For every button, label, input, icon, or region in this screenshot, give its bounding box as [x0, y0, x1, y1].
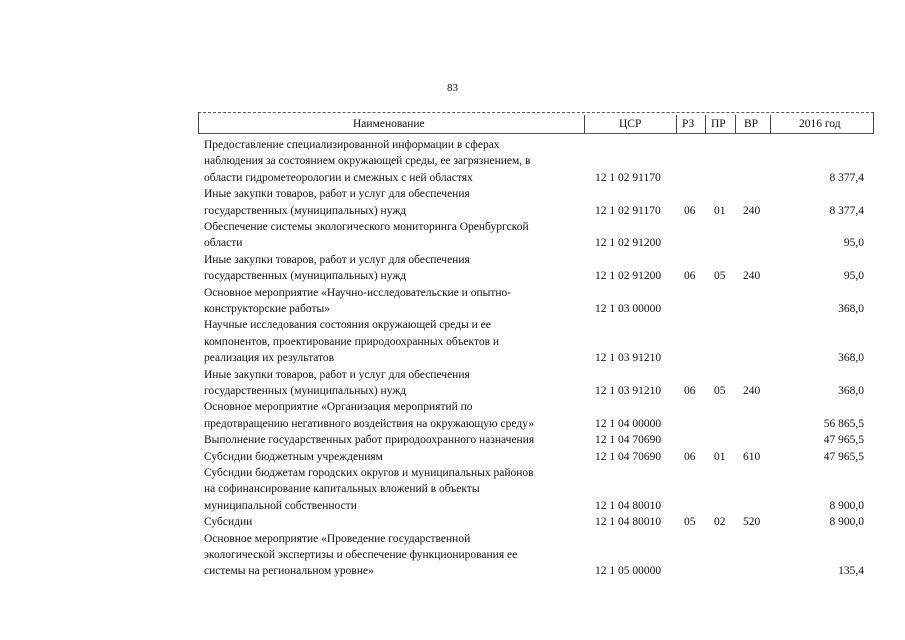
row-value: 95,0 — [843, 270, 864, 283]
row-vr: 240 — [743, 270, 761, 283]
row-rz: 06 — [684, 384, 696, 397]
row-value: 368,0 — [838, 384, 864, 397]
header-pr: ПР — [711, 118, 726, 130]
row-name — [204, 449, 584, 465]
row-vr: 610 — [743, 450, 761, 463]
table-row — [0, 531, 905, 580]
header-rz: РЗ — [682, 118, 695, 130]
header-name: Наименование — [353, 118, 425, 130]
table-row — [0, 137, 905, 186]
row-csr: 12 1 02 91200 — [595, 237, 662, 250]
row-name — [204, 531, 584, 580]
row-vr: 240 — [743, 384, 761, 397]
row-name-line: области — [204, 237, 243, 250]
row-name-line: экологической экспертизы и обеспечение функционирования ее — [204, 549, 518, 561]
row-csr: 12 1 03 00000 — [595, 302, 662, 315]
row-rz: 06 — [684, 270, 696, 283]
row-name-line: компонентов, проектирование природоохранных объектов и — [204, 335, 500, 348]
row-name-line: Обеспечение системы экологического мониторинга Оренбургской — [204, 221, 529, 233]
row-name-line: на софинансирование капитальных вложений в объекты — [204, 483, 480, 496]
row-value: 135,4 — [838, 565, 864, 578]
row-name — [204, 252, 584, 285]
header-year: 2016 год — [799, 118, 841, 130]
row-pr: 05 — [714, 270, 726, 283]
row-csr: 12 1 04 80010 — [595, 499, 662, 512]
table-row — [0, 432, 905, 448]
table-row — [0, 317, 905, 366]
row-pr: 01 — [714, 204, 726, 217]
table-row — [0, 252, 905, 285]
header-csr: ЦСР — [619, 118, 642, 130]
row-name-line: Субсидии бюджетным учреждениям — [204, 450, 383, 463]
row-csr: 12 1 05 00000 — [595, 565, 662, 578]
table-row — [0, 465, 905, 514]
row-name-line: Выполнение государственных работ природоохранного назначения — [204, 434, 535, 447]
row-csr: 12 1 02 91170 — [595, 204, 661, 217]
row-name — [204, 219, 584, 252]
row-name-line: конструкторские работы» — [204, 303, 330, 315]
row-name — [204, 285, 584, 318]
row-name-line: наблюдения за состоянием окружающей среды, ее загрязнением, в — [204, 155, 531, 168]
row-name-line: Субсидии бюджетам городских округов и муниципальных районов — [204, 467, 534, 479]
row-csr: 12 1 03 91210 — [595, 352, 662, 365]
row-vr: 520 — [743, 516, 761, 529]
row-csr: 12 1 04 70690 — [595, 434, 662, 447]
row-name-line: области гидрометеорологии и смежных с ней областях — [204, 171, 473, 184]
table-row — [0, 367, 905, 400]
row-csr: 12 1 04 80010 — [595, 516, 662, 529]
row-pr: 02 — [714, 516, 726, 529]
row-rz: 05 — [684, 516, 696, 529]
row-pr: 01 — [714, 450, 726, 463]
row-value: 368,0 — [838, 352, 864, 365]
row-name — [204, 137, 584, 186]
row-rz: 06 — [684, 450, 696, 463]
row-name — [204, 317, 584, 366]
row-name-line: реализация их результатов — [204, 352, 335, 365]
row-value: 47 965,5 — [823, 450, 864, 463]
row-value: 47 965,5 — [823, 434, 864, 447]
row-value: 8 900,0 — [829, 499, 864, 512]
row-name — [204, 399, 584, 432]
row-name-line: Основное мероприятие «Научно-исследовательские и опытно- — [204, 286, 512, 299]
row-csr: 12 1 04 00000 — [595, 417, 662, 430]
row-name — [204, 367, 584, 400]
row-rz: 06 — [684, 204, 696, 217]
table-row — [0, 514, 905, 530]
row-name-line: государственных (муниципальных) нужд — [204, 270, 407, 283]
row-name-line: Предоставление специализированной информации в сферах — [204, 139, 500, 151]
table-row — [0, 219, 905, 252]
row-name — [204, 432, 584, 448]
row-csr: 12 1 02 91200 — [595, 270, 662, 283]
row-value: 368,0 — [838, 302, 864, 315]
row-vr: 240 — [743, 204, 761, 217]
row-csr: 12 1 04 70690 — [595, 450, 662, 463]
row-name-line: предотвращению негативного воздействия на окружающую среду» — [204, 417, 534, 430]
header-vr: ВР — [744, 118, 759, 130]
row-name — [204, 514, 584, 530]
row-name-line: Основное мероприятие «Организация мероприятий по — [204, 401, 473, 414]
table-row — [0, 285, 905, 318]
row-name-line: Иные закупки товаров, работ и услуг для обеспечения — [204, 253, 470, 266]
row-value: 8 900,0 — [829, 516, 864, 529]
row-pr: 05 — [714, 384, 726, 397]
row-value: 8 377,4 — [829, 171, 864, 184]
row-csr: 12 1 03 91210 — [595, 384, 662, 397]
table-row — [0, 449, 905, 465]
row-name-line: Научные исследования состояния окружающей среды и ее — [204, 319, 491, 332]
row-name — [204, 465, 584, 514]
row-csr: 12 1 02 91170 — [595, 171, 661, 184]
row-name-line: Основное мероприятие «Проведение государственной — [204, 532, 471, 545]
page-number: 83 — [447, 82, 458, 94]
row-name-line: Субсидии — [204, 516, 253, 529]
row-name-line: Иные закупки товаров, работ и услуг для обеспечения — [204, 188, 470, 201]
row-name-line: муниципальной собственности — [204, 499, 357, 512]
row-value: 95,0 — [843, 237, 864, 250]
row-name — [204, 186, 584, 219]
row-value: 8 377,4 — [829, 204, 864, 217]
row-name-line: государственных (муниципальных) нужд — [204, 204, 407, 217]
row-name-line: Иные закупки товаров, работ и услуг для обеспечения — [204, 368, 470, 381]
table-row — [0, 399, 905, 432]
row-name-line: государственных (муниципальных) нужд — [204, 385, 407, 397]
row-name-line: системы на региональном уровне» — [204, 565, 374, 578]
table-row — [0, 186, 905, 219]
row-value: 56 865,5 — [823, 417, 864, 430]
